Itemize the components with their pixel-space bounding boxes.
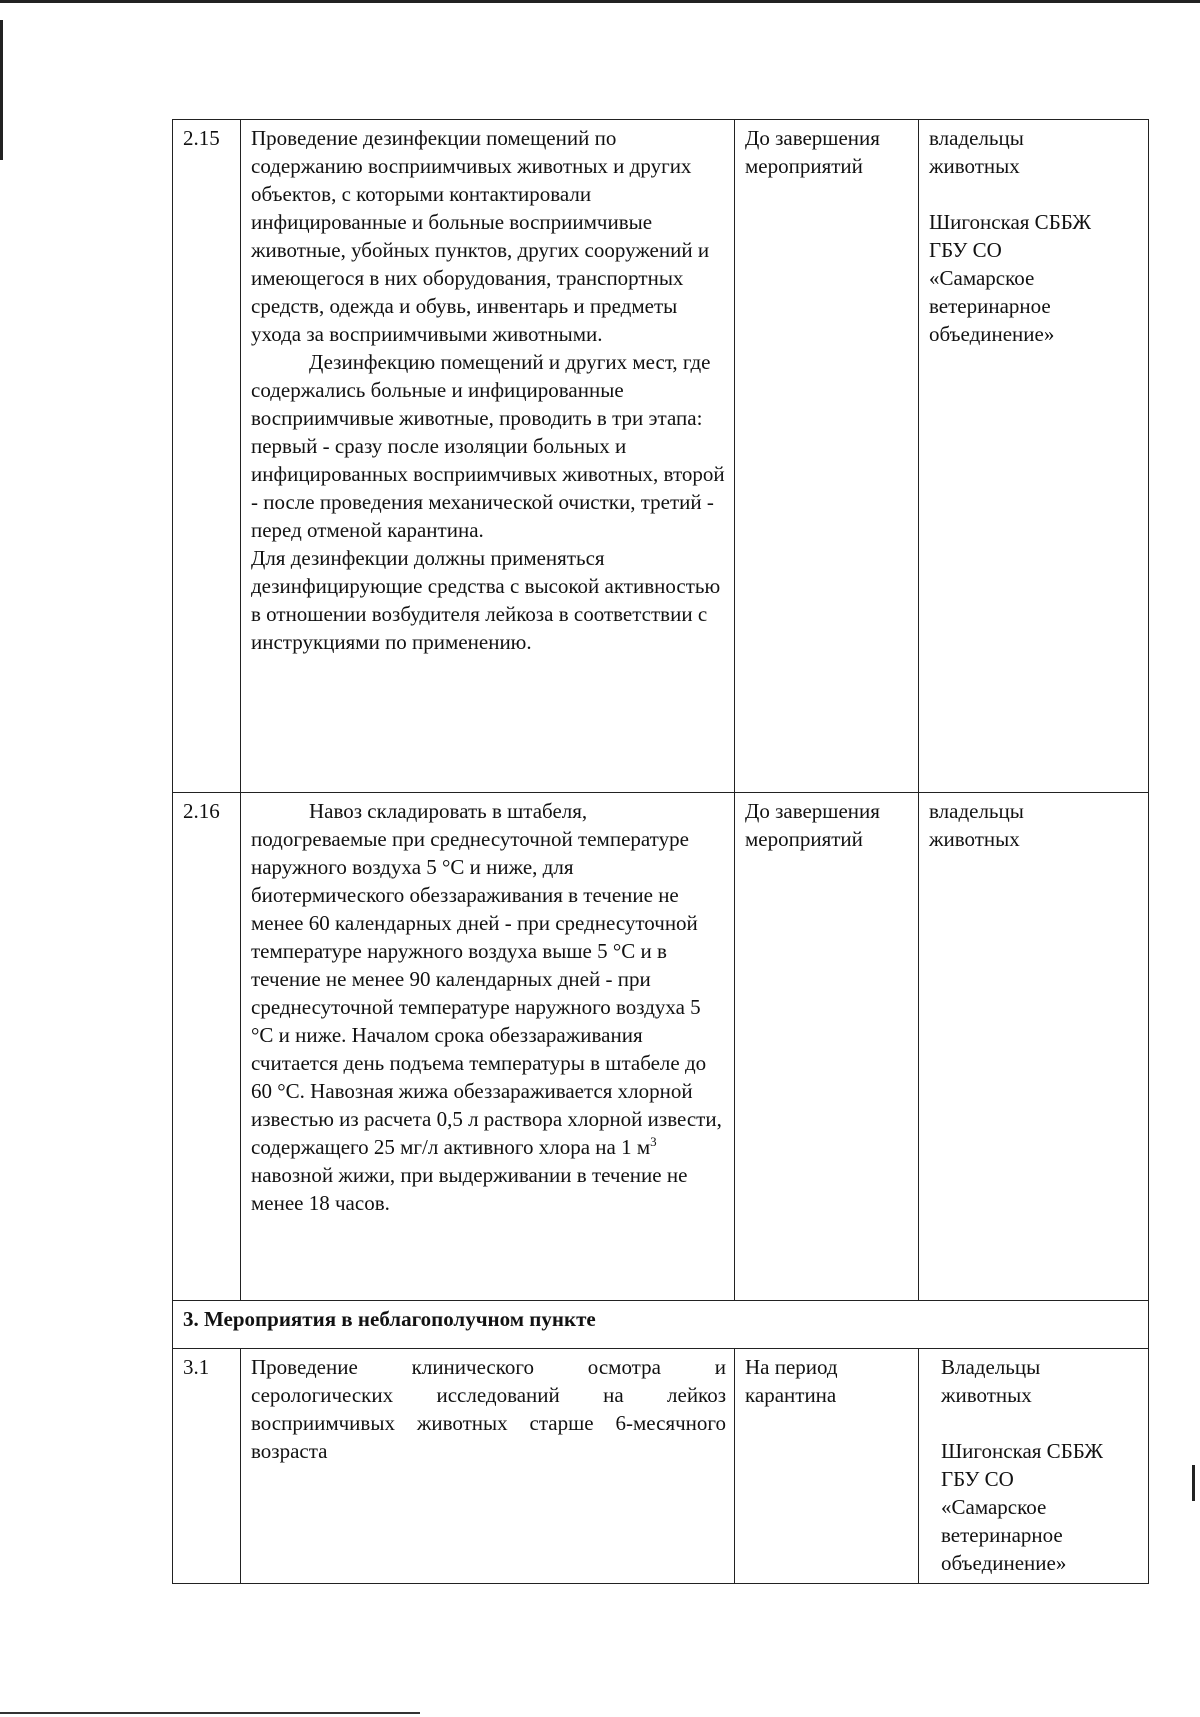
deadline: До завершения мероприятий: [735, 793, 919, 1301]
paragraph: Дезинфекцию помещений и других мест, где содержались больные и инфицированные восприимчивые животные, проводить в три этапа: первый - сразу после изоляции больных и инфицированных восприимчивых животных, второй - после проведения механической очистки, третий - перед отменой карантина.: [251, 350, 725, 542]
text-part: навозной жижи, при выдерживании в течение не менее 18 часов.: [251, 1163, 688, 1215]
paragraph: [251, 797, 726, 1217]
row-number: 2.16: [173, 793, 241, 1301]
responsible: [919, 1349, 1149, 1584]
responsible-party: владельцы животных: [929, 799, 1024, 851]
section-title: 3. Мероприятия в неблагополучном пункте: [173, 1301, 1149, 1349]
responsible: [919, 120, 1149, 793]
measures-table: [172, 119, 1149, 1584]
responsible-party: Шигонская СББЖ ГБУ СО «Самарское ветеринарное объединение»: [941, 1439, 1104, 1575]
superscript: 3: [650, 1134, 657, 1149]
deadline: На период карантина: [735, 1349, 919, 1584]
paragraph: Для дезинфекции должны применяться дезинфицирующие средства с высокой активностью в отношении возбудителя лейкоза в соответствии с инструкциями по применению.: [251, 546, 721, 654]
responsible-party: владельцы животных: [929, 126, 1024, 178]
row-number: 2.15: [173, 120, 241, 793]
table-row: [173, 793, 1149, 1301]
section-header-row: [173, 1301, 1149, 1349]
responsible: [919, 793, 1149, 1301]
measure-description: Проведение клинического осмотра и серологических исследований на лейкоз восприимчивых животных старше 6-месячного возраста: [241, 1349, 735, 1584]
measure-description: [241, 120, 735, 793]
scan-edge-bottom: [0, 1712, 420, 1714]
scan-edge-top: [0, 0, 1200, 3]
scan-edge-right: [1192, 1465, 1195, 1501]
responsible-party: Шигонская СББЖ ГБУ СО «Самарское ветеринарное объединение»: [929, 210, 1092, 346]
scan-edge-left: [0, 20, 3, 160]
table-row: [173, 1349, 1149, 1584]
responsible-party: Владельцы животных: [941, 1355, 1041, 1407]
deadline: До завершения мероприятий: [735, 120, 919, 793]
measure-description: [241, 793, 735, 1301]
paragraph: Проведение дезинфекции помещений по содержанию восприимчивых животных и других объектов, с которыми контактировали инфицированные и больные восприимчивые животные, убойных пунктов, других сооружений и имеющегося в них оборудования, транспортных средств, одежда и обувь, инвентарь и предметы ухода за восприимчивыми животными.: [251, 126, 710, 346]
text-part: Навоз складировать в штабеля, подогреваемые при среднесуточной температуре наружного воздуха 5 °С и ниже, для биотермического обеззараживания в течение не менее 60 календарных дней - при среднесуточной температуре наружного воздуха выше 5 °С и в течение не менее 90 календарных дней - при среднесуточной температуре наружного воздуха 5 °С и ниже. Началом срока обеззараживания считается день подъема температуры в штабеле до 60 °С. Навозная жижа обеззараживается хлорной известью из расчета 0,5 л раствора хлорной извести, содержащего 25 мг/л активного хлора на 1 м: [251, 799, 722, 1159]
table-row: [173, 120, 1149, 793]
row-number: 3.1: [173, 1349, 241, 1584]
